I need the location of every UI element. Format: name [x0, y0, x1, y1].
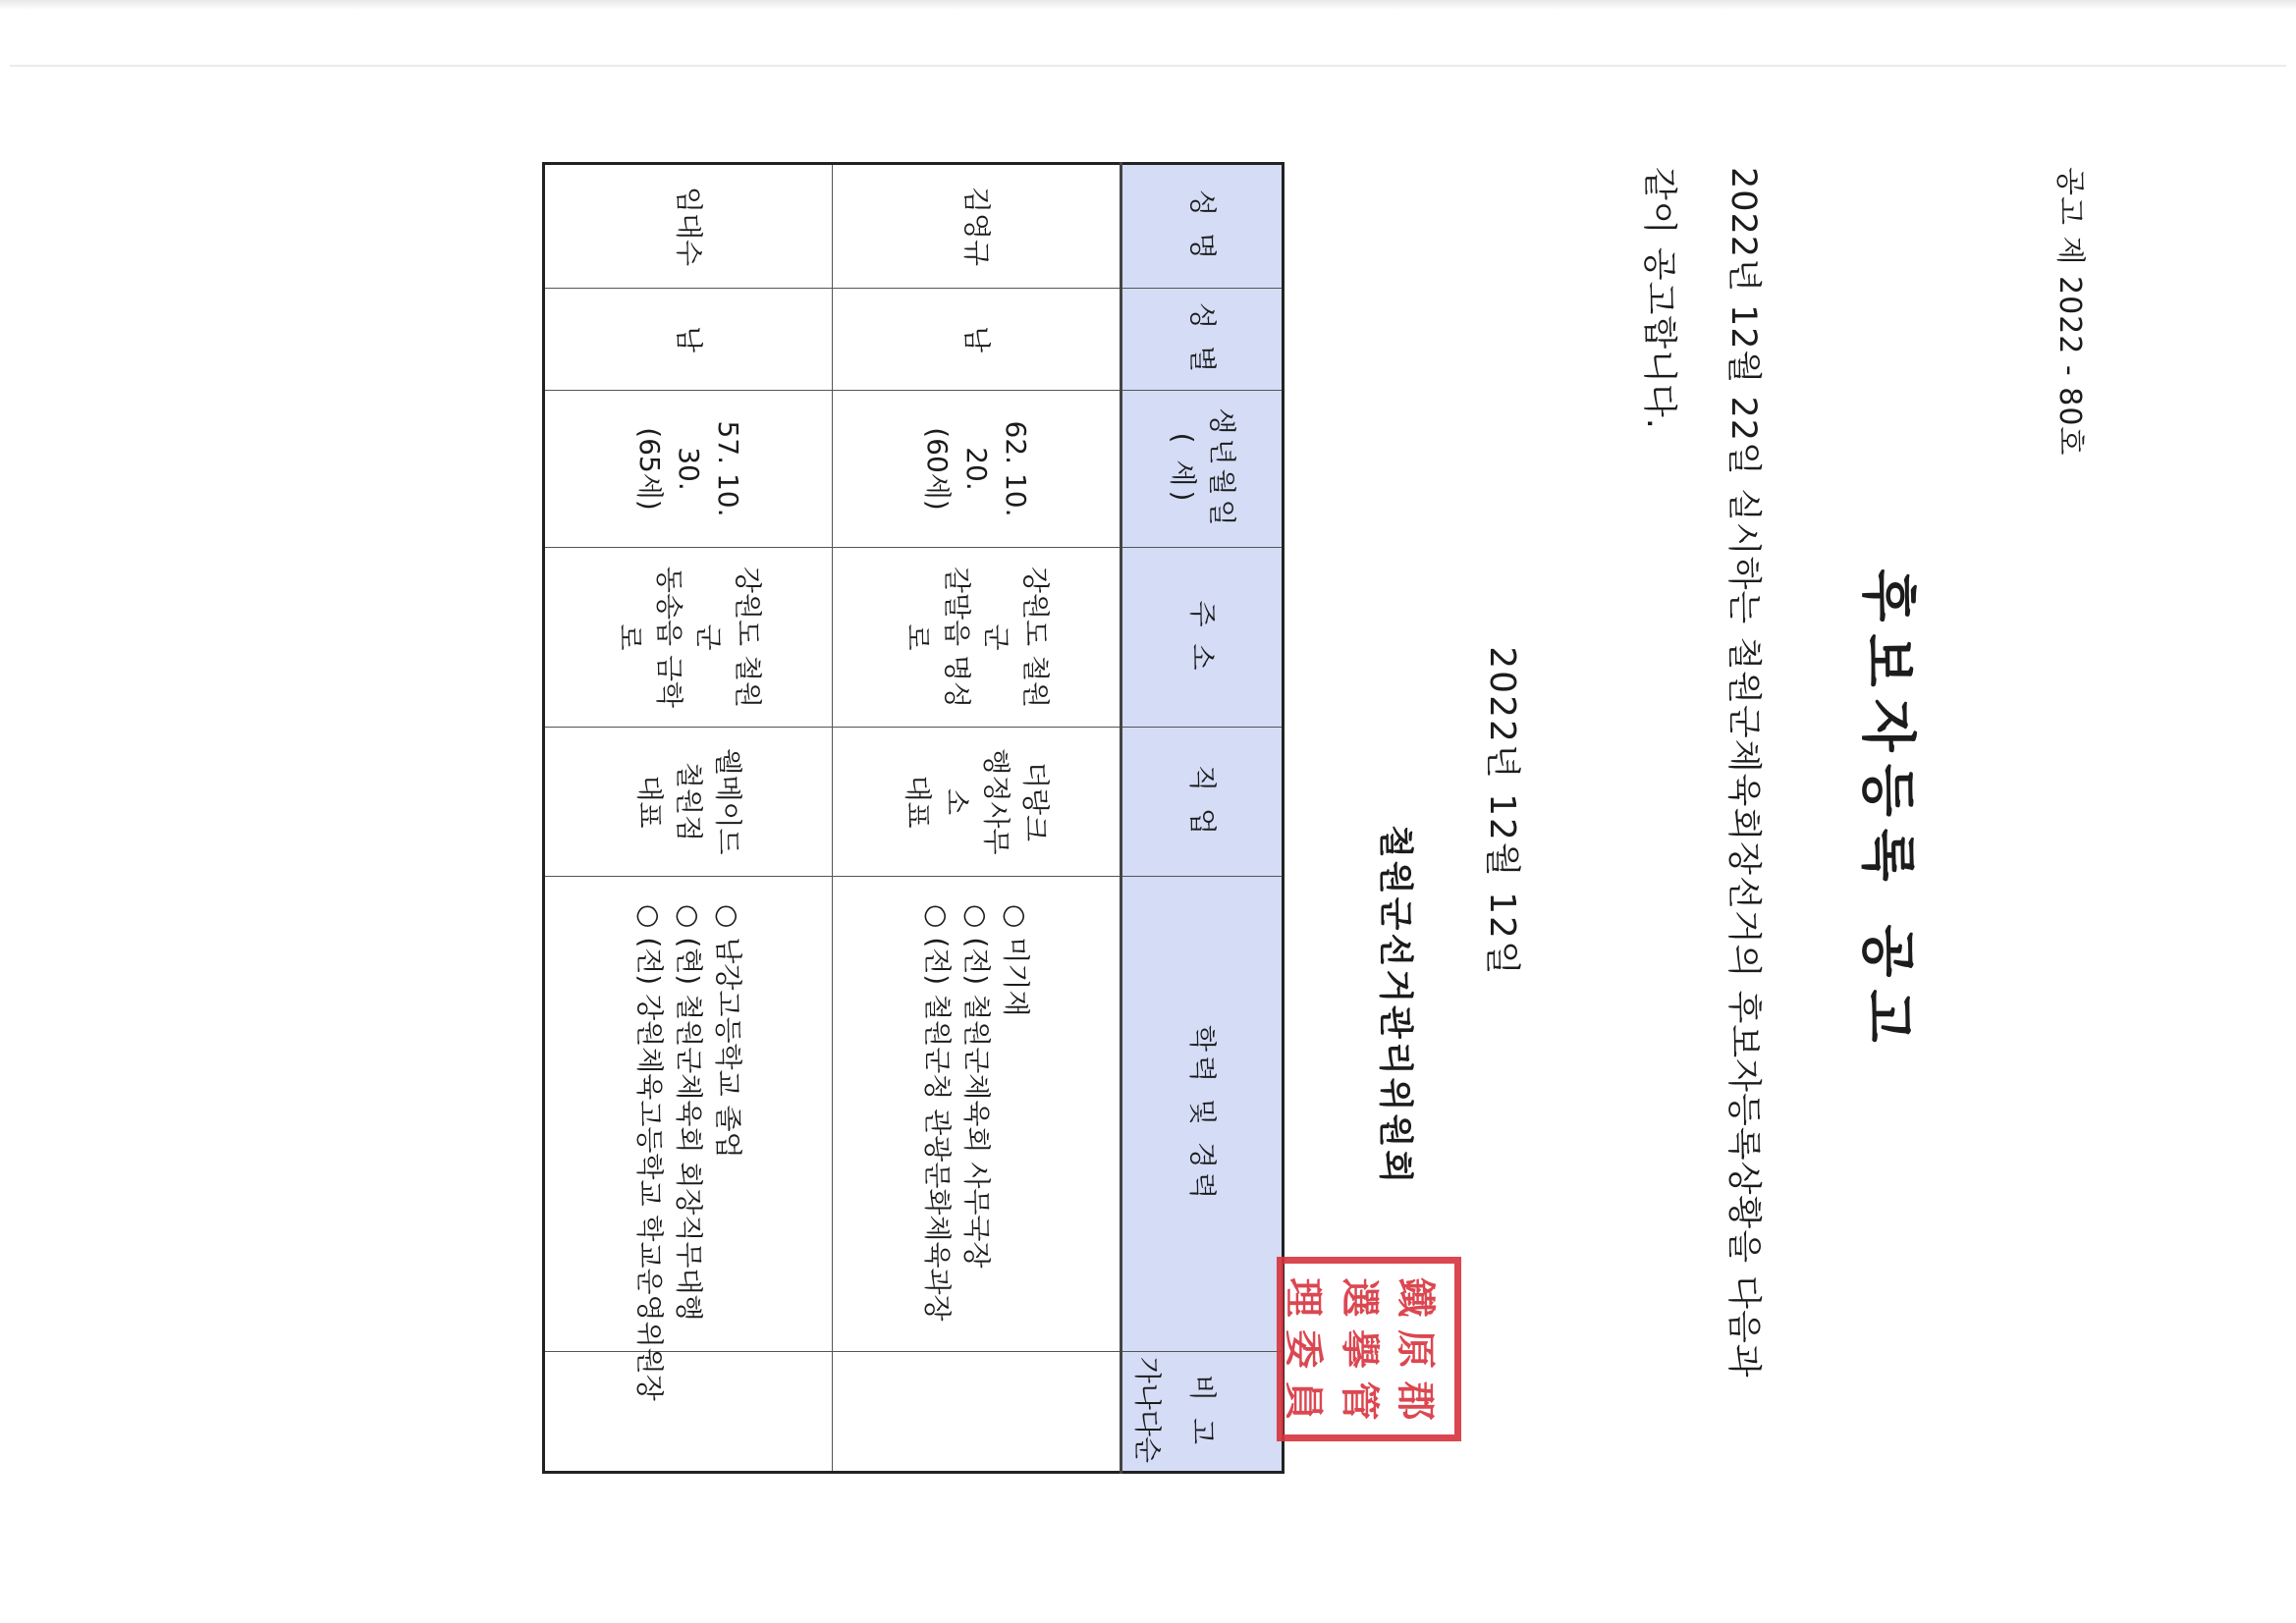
header-birth-label: 생년월일	[1206, 407, 1238, 530]
seal-glyph: 鐵	[1393, 1277, 1439, 1318]
career-line: ○ (현) 철원군체육회 회장직무대행	[673, 904, 705, 1322]
seal-glyph: 擧	[1337, 1328, 1383, 1369]
cell-job	[544, 728, 833, 877]
sort-order-note: 가나다순	[1131, 1356, 1164, 1463]
issuing-organization: 철원군선거관리위원회	[1375, 825, 1414, 1187]
cell-career	[833, 877, 1121, 1352]
notice-date: 2022년 12월 12일	[1482, 646, 1522, 977]
career-line: ○ 미기재	[1000, 904, 1032, 1017]
career-line: ○ (전) 철원군체육회 사무국장	[960, 904, 993, 1269]
address-line: 강원도 철원군	[692, 566, 764, 709]
cell-gender: 남	[833, 289, 1121, 391]
cell-job	[833, 728, 1121, 877]
cell-gender: 남	[544, 289, 833, 391]
header-career: 학력 및 경력	[1121, 877, 1284, 1352]
job-line: 웰메이드	[712, 748, 744, 855]
header-address: 주 소	[1121, 548, 1284, 728]
address-line: 동송읍 금학로	[614, 566, 685, 709]
table-header-row	[1121, 164, 1284, 1473]
job-line: 대표	[902, 775, 934, 829]
header-job: 직 업	[1121, 728, 1284, 877]
seal-glyph: 選	[1337, 1277, 1383, 1318]
cell-name: 임대수	[544, 164, 833, 289]
address-line: 갈말읍 명성로	[902, 566, 973, 709]
official-seal-icon	[1277, 1257, 1461, 1441]
seal-glyph: 原	[1393, 1328, 1439, 1369]
birth-date: 57. 10. 30.	[673, 420, 744, 517]
cell-birth	[544, 391, 833, 548]
address-line: 강원도 철원군	[980, 566, 1052, 709]
seal-glyph: 管	[1337, 1380, 1383, 1421]
candidate-table	[542, 162, 1285, 1474]
career-line: ○ (전) 철원군청 관광문화체육과장	[921, 904, 954, 1322]
seal-glyph: 員	[1281, 1380, 1327, 1421]
age: (65세)	[633, 427, 666, 511]
job-line: 철원점	[673, 761, 705, 842]
career-line: ○ 남강고등학교 졸업	[712, 904, 744, 1159]
age: (60세)	[921, 427, 954, 511]
document-title: 후보자등록 공고	[1855, 568, 1919, 1055]
seal-glyph: 理	[1281, 1277, 1327, 1318]
header-gender: 성 별	[1121, 289, 1284, 391]
cell-birth	[833, 391, 1121, 548]
header-birth	[1121, 391, 1284, 548]
notice-body-line-2: 같이 공고합니다.	[1639, 167, 1678, 430]
header-name: 성 명	[1121, 164, 1284, 289]
cell-note	[544, 1352, 833, 1473]
job-line: 더랑크	[1019, 761, 1052, 842]
header-age-label: ( 세)	[1167, 432, 1199, 506]
cell-address	[833, 548, 1121, 728]
notice-number: 공고 제 2022 - 80호	[2052, 167, 2087, 457]
cell-name: 김영규	[833, 164, 1121, 289]
cell-note	[833, 1352, 1164, 1473]
job-line: 대표	[633, 775, 666, 829]
notice-body	[1616, 167, 1785, 1561]
cell-address	[544, 548, 833, 728]
cell-career	[544, 877, 833, 1401]
seal-glyph: 委	[1281, 1328, 1327, 1369]
notice-body-line-1: 2022년 12월 22일 실시하는 철원군체육회장선거의 후보자등록상황을 다음과	[1723, 167, 1763, 1379]
table-row	[833, 164, 1121, 1473]
birth-date: 62. 10. 20.	[960, 420, 1032, 517]
table-row	[544, 164, 833, 1473]
career-line: ○ (전) 강원체육고등학교 학교운영위원장	[633, 904, 666, 1401]
header-note: 비 고	[1121, 1352, 1284, 1473]
job-line: 행정사무소	[941, 748, 1012, 855]
seal-glyph: 郡	[1393, 1380, 1439, 1421]
